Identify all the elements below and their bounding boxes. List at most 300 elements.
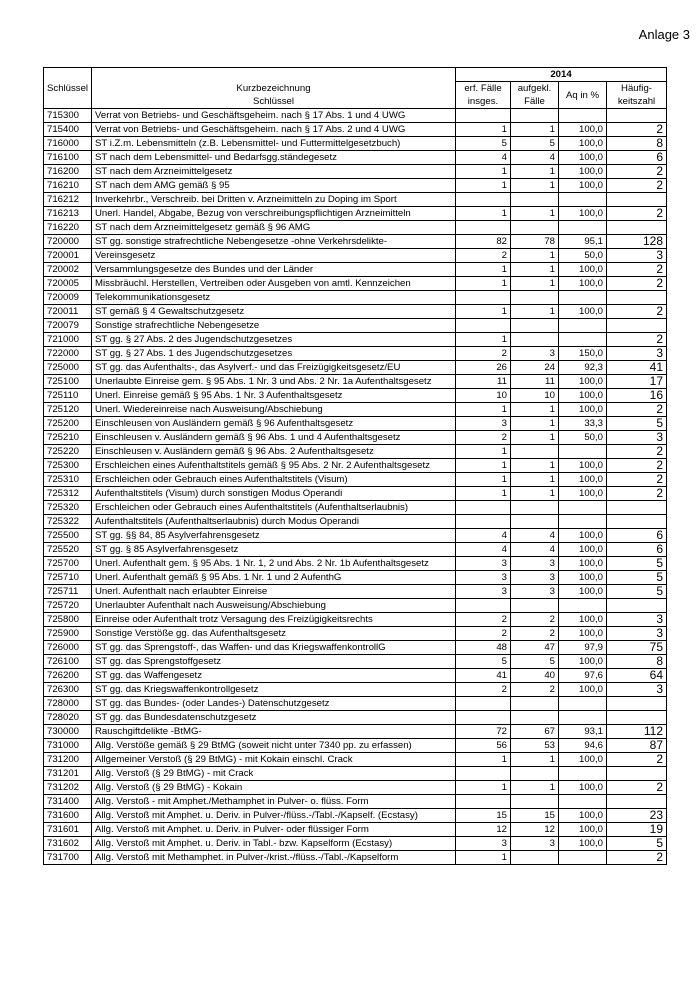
row-aufgeklaert: 1 [511, 487, 559, 501]
table-row [44, 431, 667, 445]
row-aufgeklaert: 67 [511, 725, 559, 739]
row-haeufigkeitszahl: 2 [607, 165, 667, 179]
row-key: 720079 [44, 319, 92, 333]
row-faelle: 2 [456, 683, 511, 697]
row-faelle: 2 [456, 431, 511, 445]
table-row [44, 207, 667, 221]
row-haeufigkeitszahl: 5 [607, 557, 667, 571]
row-haeufigkeitszahl: 5 [607, 571, 667, 585]
row-haeufigkeitszahl [607, 515, 667, 529]
row-description: Unerl. Wiedereinreise nach Ausweisung/Abschiebung [92, 403, 456, 417]
row-key: 728000 [44, 697, 92, 711]
row-aufgeklaert [511, 515, 559, 529]
row-description: ST i.Z.m. Lebensmitteln (z.B. Lebensmittel- und Futtermittelgesetzbuch) [92, 137, 456, 151]
row-aq: 100,0 [559, 613, 607, 627]
row-aq [559, 851, 607, 865]
row-faelle: 1 [456, 123, 511, 137]
row-key: 715300 [44, 109, 92, 123]
table-row [44, 767, 667, 781]
row-aq: 95,1 [559, 235, 607, 249]
row-description: ST nach dem Arzneimittelgesetz gemäß § 96 AMG [92, 221, 456, 235]
row-description: Einschleusen v. Ausländern gemäß § 96 Abs. 1 und 4 Aufenthaltsgesetz [92, 431, 456, 445]
table-row [44, 753, 667, 767]
row-key: 725310 [44, 473, 92, 487]
row-haeufigkeitszahl: 5 [607, 837, 667, 851]
row-aq: 100,0 [559, 375, 607, 389]
row-aufgeklaert: 1 [511, 207, 559, 221]
row-aufgeklaert: 1 [511, 459, 559, 473]
row-key: 730000 [44, 725, 92, 739]
table-row [44, 137, 667, 151]
row-aq [559, 445, 607, 459]
row-aq: 100,0 [559, 277, 607, 291]
table-row [44, 585, 667, 599]
row-haeufigkeitszahl [607, 599, 667, 613]
row-aq: 100,0 [559, 123, 607, 137]
row-haeufigkeitszahl: 17 [607, 375, 667, 389]
row-aq: 100,0 [559, 557, 607, 571]
row-haeufigkeitszahl: 2 [607, 263, 667, 277]
row-description: Unerl. Aufenthalt gemäß § 95 Abs. 1 Nr. 1 und 2 AufenthG [92, 571, 456, 585]
table-row [44, 669, 667, 683]
row-description: Aufenthaltstitels (Visum) durch sonstigen Modus Operandi [92, 487, 456, 501]
row-faelle: 1 [456, 165, 511, 179]
row-description: Versammlungsgesetze des Bundes und der Länder [92, 263, 456, 277]
row-faelle [456, 291, 511, 305]
row-aufgeklaert: 1 [511, 249, 559, 263]
row-key: 731600 [44, 809, 92, 823]
row-aq [559, 795, 607, 809]
row-faelle [456, 319, 511, 333]
row-aufgeklaert: 12 [511, 823, 559, 837]
row-faelle: 56 [456, 739, 511, 753]
table-row [44, 809, 667, 823]
row-key: 725110 [44, 389, 92, 403]
row-haeufigkeitszahl: 5 [607, 585, 667, 599]
row-faelle: 1 [456, 277, 511, 291]
row-haeufigkeitszahl: 112 [607, 725, 667, 739]
row-haeufigkeitszahl: 8 [607, 137, 667, 151]
row-description: ST nach dem Lebensmittel- und Bedarfsgg.ständegesetz [92, 151, 456, 165]
row-description: Rauschgiftdelikte -BtMG- [92, 725, 456, 739]
row-faelle: 3 [456, 417, 511, 431]
row-faelle: 4 [456, 543, 511, 557]
row-aq: 50,0 [559, 431, 607, 445]
table-row [44, 263, 667, 277]
table-row [44, 445, 667, 459]
table-row [44, 683, 667, 697]
row-aq: 50,0 [559, 249, 607, 263]
row-aufgeklaert: 2 [511, 627, 559, 641]
row-key: 726300 [44, 683, 92, 697]
row-description: Unerl. Einreise gemäß § 95 Abs. 1 Nr. 3 Aufenthaltsgesetz [92, 389, 456, 403]
table-body [44, 109, 667, 865]
row-description: Telekommunikationsgesetz [92, 291, 456, 305]
table-row [44, 641, 667, 655]
row-key: 725700 [44, 557, 92, 571]
row-description: ST gg. das Bundesdatenschutzgesetz [92, 711, 456, 725]
row-haeufigkeitszahl [607, 319, 667, 333]
row-key: 725000 [44, 361, 92, 375]
table-row [44, 179, 667, 193]
row-description: ST gg. das Waffengesetz [92, 669, 456, 683]
row-key: 716220 [44, 221, 92, 235]
row-key: 725200 [44, 417, 92, 431]
row-aufgeklaert [511, 697, 559, 711]
row-description: Erschleichen oder Gebrauch eines Aufenthaltstitels (Visum) [92, 473, 456, 487]
row-key: 720009 [44, 291, 92, 305]
row-faelle: 12 [456, 823, 511, 837]
row-aq: 100,0 [559, 137, 607, 151]
row-haeufigkeitszahl [607, 193, 667, 207]
row-faelle: 2 [456, 347, 511, 361]
row-aufgeklaert [511, 445, 559, 459]
row-faelle: 1 [456, 207, 511, 221]
row-description: Sonstige strafrechtliche Nebengesetze [92, 319, 456, 333]
table-row [44, 459, 667, 473]
row-aq: 100,0 [559, 655, 607, 669]
table-row [44, 165, 667, 179]
row-haeufigkeitszahl [607, 697, 667, 711]
row-aufgeklaert: 2 [511, 613, 559, 627]
row-haeufigkeitszahl [607, 711, 667, 725]
table-row [44, 613, 667, 627]
row-haeufigkeitszahl: 2 [607, 123, 667, 137]
row-aufgeklaert: 1 [511, 431, 559, 445]
row-description: Aufenthaltstitels (Aufenthaltserlaubnis) durch Modus Operandi [92, 515, 456, 529]
row-key: 725320 [44, 501, 92, 515]
row-key: 725120 [44, 403, 92, 417]
row-faelle: 3 [456, 557, 511, 571]
row-key: 715400 [44, 123, 92, 137]
row-aufgeklaert: 10 [511, 389, 559, 403]
row-aq: 100,0 [559, 781, 607, 795]
table-row [44, 249, 667, 263]
row-aufgeklaert: 3 [511, 837, 559, 851]
row-haeufigkeitszahl: 2 [607, 753, 667, 767]
row-aq: 100,0 [559, 305, 607, 319]
header-aq: Aq in % [559, 82, 607, 109]
row-faelle: 10 [456, 389, 511, 403]
row-aq [559, 109, 607, 123]
row-aq: 100,0 [559, 543, 607, 557]
row-aufgeklaert: 3 [511, 347, 559, 361]
row-aq: 100,0 [559, 683, 607, 697]
table-row [44, 781, 667, 795]
row-aq: 100,0 [559, 753, 607, 767]
row-key: 716200 [44, 165, 92, 179]
row-aq: 100,0 [559, 389, 607, 403]
row-key: 731200 [44, 753, 92, 767]
table-row [44, 109, 667, 123]
row-key: 725220 [44, 445, 92, 459]
row-faelle: 4 [456, 151, 511, 165]
row-key: 731700 [44, 851, 92, 865]
row-aufgeklaert: 1 [511, 781, 559, 795]
row-haeufigkeitszahl: 3 [607, 249, 667, 263]
row-aufgeklaert [511, 221, 559, 235]
row-haeufigkeitszahl: 128 [607, 235, 667, 249]
row-aufgeklaert: 1 [511, 165, 559, 179]
header-haeufigkeitszahl: Häufig-keitszahl [607, 82, 667, 109]
table-row [44, 837, 667, 851]
row-key: 725520 [44, 543, 92, 557]
table-row [44, 221, 667, 235]
row-aq [559, 501, 607, 515]
row-aufgeklaert [511, 795, 559, 809]
row-aq: 100,0 [559, 627, 607, 641]
row-faelle [456, 109, 511, 123]
row-aufgeklaert: 53 [511, 739, 559, 753]
row-aq: 100,0 [559, 263, 607, 277]
header-key: Schlüssel [44, 68, 92, 109]
row-faelle: 1 [456, 445, 511, 459]
row-aufgeklaert: 3 [511, 557, 559, 571]
row-aq: 100,0 [559, 529, 607, 543]
row-aufgeklaert: 1 [511, 473, 559, 487]
row-haeufigkeitszahl: 3 [607, 683, 667, 697]
row-haeufigkeitszahl: 2 [607, 179, 667, 193]
row-faelle: 5 [456, 137, 511, 151]
row-aq [559, 599, 607, 613]
row-faelle [456, 767, 511, 781]
row-faelle: 3 [456, 585, 511, 599]
row-aufgeklaert: 1 [511, 179, 559, 193]
row-description: Allg. Verstoß mit Amphet. u. Deriv. in Pulver- oder flüssiger Form [92, 823, 456, 837]
row-key: 720002 [44, 263, 92, 277]
page-label: Anlage 3 [638, 27, 690, 42]
row-haeufigkeitszahl: 3 [607, 627, 667, 641]
row-aufgeklaert: 11 [511, 375, 559, 389]
row-description: Allg. Verstoß mit Amphet. u. Deriv. in Pulver-/flüss.-/Tabl.-/Kapself. (Ecstasy) [92, 809, 456, 823]
row-haeufigkeitszahl: 64 [607, 669, 667, 683]
row-faelle: 1 [456, 459, 511, 473]
row-faelle: 3 [456, 571, 511, 585]
row-haeufigkeitszahl: 75 [607, 641, 667, 655]
row-haeufigkeitszahl [607, 501, 667, 515]
row-key: 725711 [44, 585, 92, 599]
row-faelle: 72 [456, 725, 511, 739]
table-row [44, 403, 667, 417]
row-key: 731601 [44, 823, 92, 837]
row-faelle: 1 [456, 851, 511, 865]
row-aufgeklaert: 1 [511, 123, 559, 137]
table-row [44, 795, 667, 809]
table-row [44, 655, 667, 669]
row-aufgeklaert [511, 711, 559, 725]
row-key: 731201 [44, 767, 92, 781]
row-aq: 100,0 [559, 151, 607, 165]
row-faelle [456, 193, 511, 207]
row-aufgeklaert: 1 [511, 277, 559, 291]
row-aq: 100,0 [559, 837, 607, 851]
table-row [44, 417, 667, 431]
row-aufgeklaert [511, 333, 559, 347]
row-faelle [456, 515, 511, 529]
row-haeufigkeitszahl: 6 [607, 529, 667, 543]
row-description: ST gg. das Aufenthalts-, das Asylverf.- und das Freizügigkeitsgesetz/EU [92, 361, 456, 375]
row-aufgeklaert [511, 767, 559, 781]
row-haeufigkeitszahl: 2 [607, 305, 667, 319]
row-aq [559, 193, 607, 207]
row-aufgeklaert [511, 193, 559, 207]
row-haeufigkeitszahl: 2 [607, 781, 667, 795]
row-key: 725322 [44, 515, 92, 529]
row-key: 720000 [44, 235, 92, 249]
row-key: 731602 [44, 837, 92, 851]
row-description: ST gg. das Kriegswaffenkontrollgesetz [92, 683, 456, 697]
row-description: Allg. Verstoß mit Methamphet. in Pulver-/krist.-/flüss.-/Tabl.-/Kapselform [92, 851, 456, 865]
table-row [44, 725, 667, 739]
row-description: Allg. Verstöße gemäß § 29 BtMG (soweit nicht unter 7340 pp. zu erfassen) [92, 739, 456, 753]
row-faelle [456, 221, 511, 235]
row-aufgeklaert: 24 [511, 361, 559, 375]
row-key: 731400 [44, 795, 92, 809]
row-description: Allg. Verstoß (§ 29 BtMG) - mit Crack [92, 767, 456, 781]
row-faelle: 5 [456, 655, 511, 669]
row-description: Vereinsgesetz [92, 249, 456, 263]
row-aufgeklaert [511, 109, 559, 123]
row-key: 726200 [44, 669, 92, 683]
row-description: Unerlaubter Aufenthalt nach Ausweisung/Abschiebung [92, 599, 456, 613]
row-haeufigkeitszahl: 3 [607, 431, 667, 445]
row-description: Erschleichen eines Aufenthaltstitels gemäß § 95 Abs. 2 Nr. 2 Aufenthaltsgesetz [92, 459, 456, 473]
row-key: 725800 [44, 613, 92, 627]
row-aufgeklaert: 78 [511, 235, 559, 249]
row-faelle [456, 711, 511, 725]
row-key: 721000 [44, 333, 92, 347]
row-aufgeklaert: 3 [511, 571, 559, 585]
row-aq [559, 291, 607, 305]
row-aq: 100,0 [559, 823, 607, 837]
row-description: Missbräuchl. Herstellen, Vertreiben oder Ausgeben von amtl. Kennzeichen [92, 277, 456, 291]
row-faelle: 26 [456, 361, 511, 375]
row-haeufigkeitszahl: 2 [607, 487, 667, 501]
row-description: Unerl. Aufenthalt gem. § 95 Abs. 1 Nr. 1, 2 und Abs. 2 Nr. 1b Aufenthaltsgesetz [92, 557, 456, 571]
row-description: ST gg. das Sprengstoff-, das Waffen- und das KriegswaffenkontrollG [92, 641, 456, 655]
row-key: 725500 [44, 529, 92, 543]
row-description: Verrat von Betriebs- und Geschäftsgeheim. nach § 17 Abs. 1 und 4 UWG [92, 109, 456, 123]
row-aq: 100,0 [559, 207, 607, 221]
row-aq: 100,0 [559, 179, 607, 193]
row-haeufigkeitszahl: 5 [607, 417, 667, 431]
table-row [44, 277, 667, 291]
row-faelle [456, 599, 511, 613]
row-key: 720001 [44, 249, 92, 263]
row-key: 728020 [44, 711, 92, 725]
row-description: Allgemeiner Verstoß (§ 29 BtMG) - mit Kokain einschl. Crack [92, 753, 456, 767]
row-aufgeklaert [511, 599, 559, 613]
table-row [44, 851, 667, 865]
table-row [44, 697, 667, 711]
row-key: 720011 [44, 305, 92, 319]
table-row [44, 529, 667, 543]
row-aq: 94,6 [559, 739, 607, 753]
row-aq: 93,1 [559, 725, 607, 739]
header-desc-line2: Schlüssel [252, 96, 295, 107]
row-aufgeklaert [511, 291, 559, 305]
row-key: 725312 [44, 487, 92, 501]
row-description: Verrat von Betriebs- und Geschäftsgeheim. nach § 17 Abs. 2 und 4 UWG [92, 123, 456, 137]
row-aufgeklaert: 1 [511, 403, 559, 417]
table-row [44, 739, 667, 753]
row-faelle: 11 [456, 375, 511, 389]
table-row [44, 599, 667, 613]
row-key: 731000 [44, 739, 92, 753]
table-row [44, 473, 667, 487]
row-key: 726100 [44, 655, 92, 669]
row-haeufigkeitszahl: 2 [607, 459, 667, 473]
row-haeufigkeitszahl: 8 [607, 655, 667, 669]
row-description: Unerl. Aufenthalt nach erlaubter Einreise [92, 585, 456, 599]
row-aq: 100,0 [559, 403, 607, 417]
row-haeufigkeitszahl: 87 [607, 739, 667, 753]
table-row [44, 361, 667, 375]
row-description: ST nach dem AMG gemäß § 95 [92, 179, 456, 193]
row-key: 726000 [44, 641, 92, 655]
row-faelle: 2 [456, 613, 511, 627]
row-description: Unerl. Handel, Abgabe, Bezug von verschreibungspflichtigen Arzneimitteln [92, 207, 456, 221]
row-aq: 100,0 [559, 487, 607, 501]
table-row [44, 557, 667, 571]
row-description: ST gg. das Bundes- (oder Landes-) Datenschutzgesetz [92, 697, 456, 711]
table-row [44, 543, 667, 557]
header-description [92, 68, 456, 109]
row-key: 716100 [44, 151, 92, 165]
row-key: 722000 [44, 347, 92, 361]
table-row [44, 627, 667, 641]
row-haeufigkeitszahl [607, 767, 667, 781]
row-description: Einschleusen von Ausländern gemäß § 96 Aufenthaltsgesetz [92, 417, 456, 431]
row-description: ST gg. das Sprengstoffgesetz [92, 655, 456, 669]
row-key: 725210 [44, 431, 92, 445]
header-aufgeklaert: aufgekl. Fälle [511, 82, 559, 109]
row-faelle: 1 [456, 179, 511, 193]
row-faelle: 1 [456, 305, 511, 319]
row-faelle: 1 [456, 473, 511, 487]
row-faelle: 2 [456, 627, 511, 641]
row-faelle: 4 [456, 529, 511, 543]
row-description: Erschleichen oder Gebrauch eines Aufenthaltstitels (Aufenthaltserlaubnis) [92, 501, 456, 515]
row-aq [559, 697, 607, 711]
row-description: Allg. Verstoß (§ 29 BtMG) - Kokain [92, 781, 456, 795]
row-haeufigkeitszahl: 23 [607, 809, 667, 823]
table-row [44, 333, 667, 347]
row-key: 716212 [44, 193, 92, 207]
row-haeufigkeitszahl: 2 [607, 851, 667, 865]
row-faelle: 1 [456, 781, 511, 795]
row-faelle [456, 795, 511, 809]
header-faelle: erf. Fälle insges. [456, 82, 511, 109]
header-year: 2014 [456, 68, 667, 82]
row-aq [559, 319, 607, 333]
row-haeufigkeitszahl: 6 [607, 151, 667, 165]
row-description: ST gg. §§ 84, 85 Asylverfahrensgesetz [92, 529, 456, 543]
row-aufgeklaert: 1 [511, 305, 559, 319]
row-faelle [456, 501, 511, 515]
row-aq: 97,9 [559, 641, 607, 655]
header-desc-line1: Kurzbezeichnung [236, 83, 311, 94]
row-haeufigkeitszahl: 2 [607, 445, 667, 459]
row-faelle: 1 [456, 263, 511, 277]
row-haeufigkeitszahl [607, 291, 667, 305]
row-key: 725900 [44, 627, 92, 641]
table-row [44, 319, 667, 333]
row-key: 720005 [44, 277, 92, 291]
statistics-table [43, 67, 667, 865]
row-aq: 150,0 [559, 347, 607, 361]
row-description: Inverkehrbr., Verschreib. bei Dritten v. Arzneimitteln zu Doping im Sport [92, 193, 456, 207]
